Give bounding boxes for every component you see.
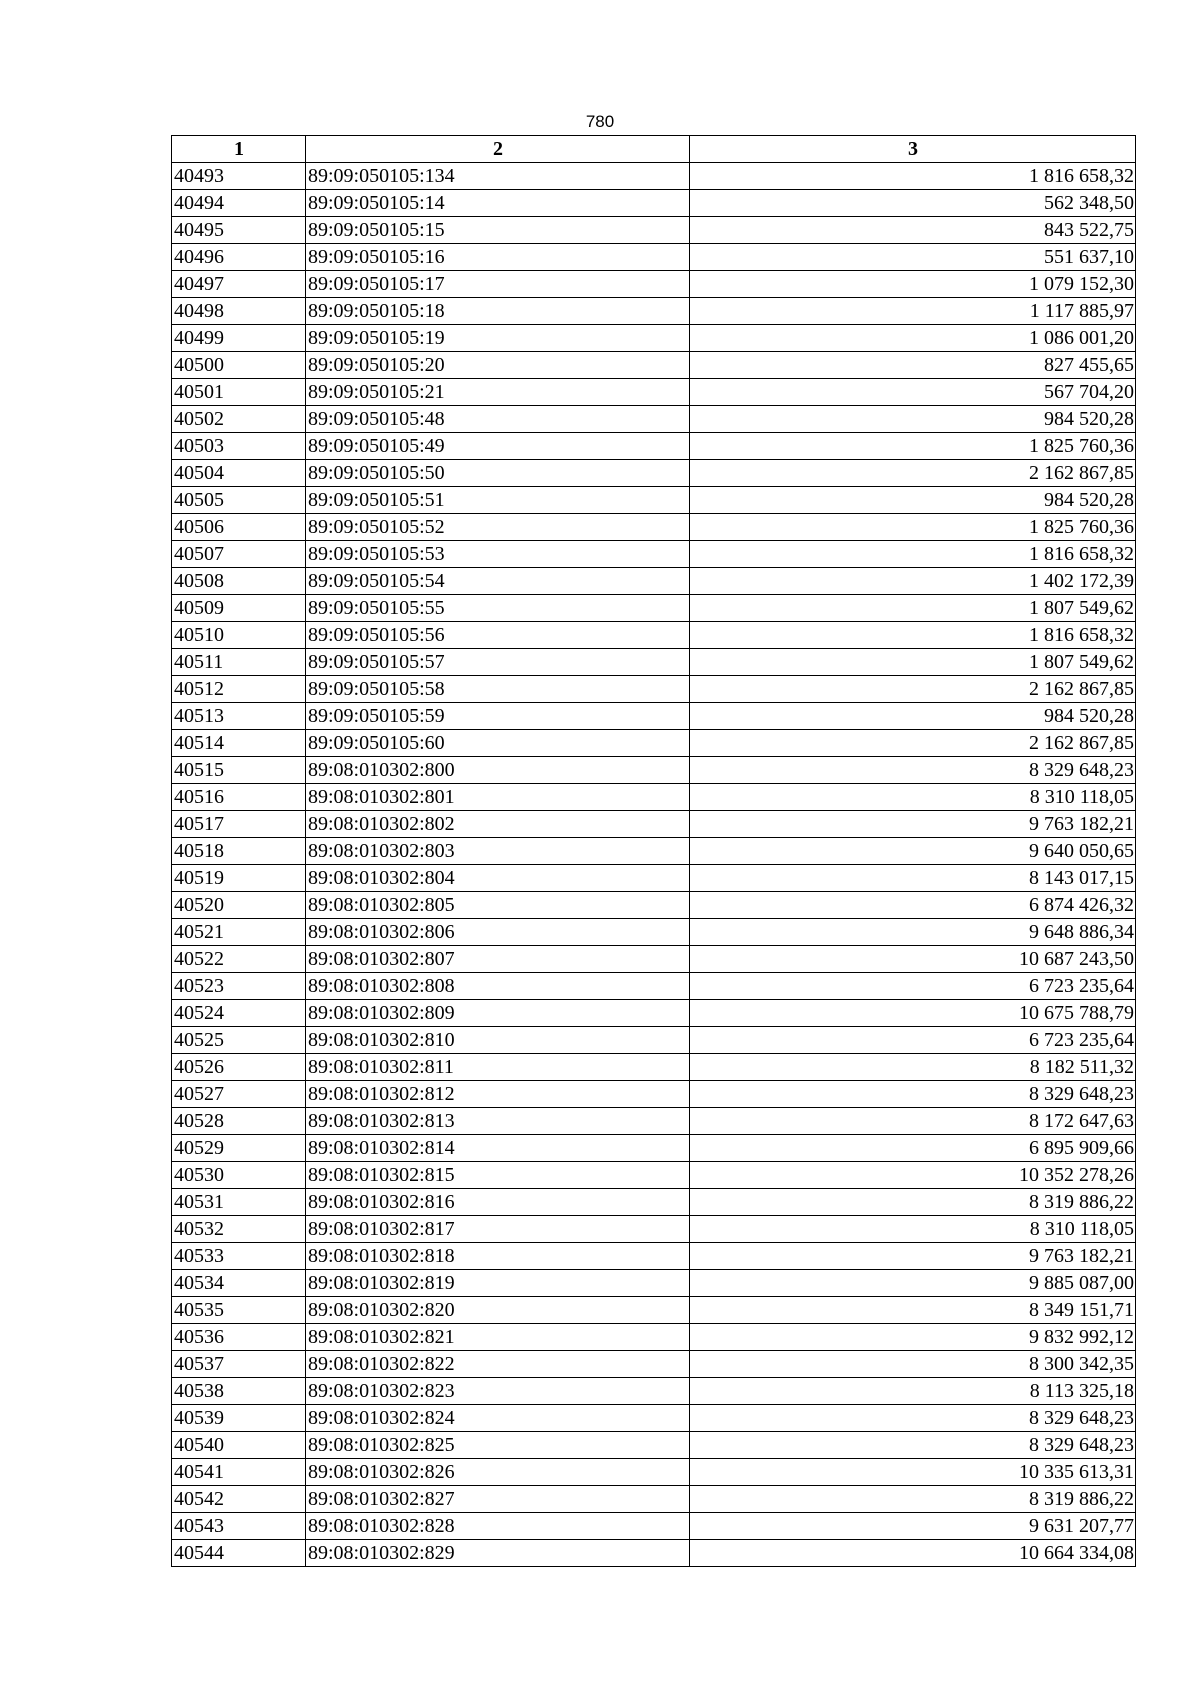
row-number-cell: 40517	[172, 811, 306, 838]
table-row	[172, 217, 1136, 244]
table-row	[172, 622, 1136, 649]
row-number-cell: 40525	[172, 1027, 306, 1054]
row-number-cell: 40494	[172, 190, 306, 217]
table-row	[172, 1459, 1136, 1486]
table-row	[172, 325, 1136, 352]
cadastral-number-cell: 89:09:050105:52	[306, 514, 690, 541]
cadastral-number-cell: 89:08:010302:809	[306, 1000, 690, 1027]
value-cell: 9 763 182,21	[690, 1243, 1136, 1270]
value-cell: 2 162 867,85	[690, 460, 1136, 487]
row-number-cell: 40538	[172, 1378, 306, 1405]
cadastral-number-cell: 89:08:010302:806	[306, 919, 690, 946]
cadastral-number-cell: 89:08:010302:808	[306, 973, 690, 1000]
row-number-cell: 40532	[172, 1216, 306, 1243]
row-number-cell: 40521	[172, 919, 306, 946]
row-number-cell: 40535	[172, 1297, 306, 1324]
page-number: 780	[585, 112, 615, 131]
table-row	[172, 649, 1136, 676]
cadastral-number-cell: 89:08:010302:827	[306, 1486, 690, 1513]
value-cell: 9 885 087,00	[690, 1270, 1136, 1297]
value-cell: 1 807 549,62	[690, 595, 1136, 622]
cadastral-number-cell: 89:08:010302:814	[306, 1135, 690, 1162]
row-number-cell: 40536	[172, 1324, 306, 1351]
row-number-cell: 40528	[172, 1108, 306, 1135]
value-cell: 10 352 278,26	[690, 1162, 1136, 1189]
value-cell: 1 402 172,39	[690, 568, 1136, 595]
value-cell: 8 172 647,63	[690, 1108, 1136, 1135]
row-number-cell: 40493	[172, 163, 306, 190]
table-row	[172, 298, 1136, 325]
row-number-cell: 40498	[172, 298, 306, 325]
cadastral-number-cell: 89:09:050105:15	[306, 217, 690, 244]
value-cell: 8 310 118,05	[690, 1216, 1136, 1243]
column-header-3: 3	[690, 136, 1136, 163]
cadastral-number-cell: 89:09:050105:50	[306, 460, 690, 487]
value-cell: 9 631 207,77	[690, 1513, 1136, 1540]
cadastral-number-cell: 89:08:010302:815	[306, 1162, 690, 1189]
cadastral-number-cell: 89:08:010302:807	[306, 946, 690, 973]
value-cell: 6 723 235,64	[690, 1027, 1136, 1054]
value-cell: 1 816 658,32	[690, 541, 1136, 568]
table-row	[172, 811, 1136, 838]
cadastral-number-cell: 89:09:050105:51	[306, 487, 690, 514]
row-number-cell: 40516	[172, 784, 306, 811]
cadastral-number-cell: 89:08:010302:821	[306, 1324, 690, 1351]
table-row	[172, 1486, 1136, 1513]
cadastral-number-cell: 89:09:050105:60	[306, 730, 690, 757]
value-cell: 8 329 648,23	[690, 1081, 1136, 1108]
table-row	[172, 514, 1136, 541]
table-row	[172, 703, 1136, 730]
cadastral-number-cell: 89:08:010302:800	[306, 757, 690, 784]
table-row	[172, 1108, 1136, 1135]
table-header-row	[172, 136, 1136, 163]
row-number-cell: 40537	[172, 1351, 306, 1378]
cadastral-number-cell: 89:09:050105:16	[306, 244, 690, 271]
row-number-cell: 40533	[172, 1243, 306, 1270]
table-row	[172, 1270, 1136, 1297]
table-row	[172, 433, 1136, 460]
table-row	[172, 1297, 1136, 1324]
value-cell: 1 825 760,36	[690, 433, 1136, 460]
row-number-cell: 40540	[172, 1432, 306, 1459]
value-cell: 6 895 909,66	[690, 1135, 1136, 1162]
value-cell: 8 329 648,23	[690, 757, 1136, 784]
cadastral-number-cell: 89:08:010302:826	[306, 1459, 690, 1486]
value-cell: 6 874 426,32	[690, 892, 1136, 919]
value-cell: 843 522,75	[690, 217, 1136, 244]
table-row	[172, 352, 1136, 379]
cadastral-number-cell: 89:08:010302:817	[306, 1216, 690, 1243]
cadastral-number-cell: 89:09:050105:56	[306, 622, 690, 649]
cadastral-number-cell: 89:08:010302:819	[306, 1270, 690, 1297]
table-row	[172, 757, 1136, 784]
table-row	[172, 865, 1136, 892]
row-number-cell: 40541	[172, 1459, 306, 1486]
cadastral-number-cell: 89:09:050105:134	[306, 163, 690, 190]
table-row	[172, 460, 1136, 487]
row-number-cell: 40511	[172, 649, 306, 676]
row-number-cell: 40534	[172, 1270, 306, 1297]
row-number-cell: 40519	[172, 865, 306, 892]
value-cell: 2 162 867,85	[690, 730, 1136, 757]
value-cell: 1 816 658,32	[690, 163, 1136, 190]
value-cell: 8 310 118,05	[690, 784, 1136, 811]
cadastral-number-cell: 89:09:050105:48	[306, 406, 690, 433]
table-row	[172, 1135, 1136, 1162]
column-header-2: 2	[306, 136, 690, 163]
table-row	[172, 1081, 1136, 1108]
value-cell: 8 329 648,23	[690, 1432, 1136, 1459]
cadastral-number-cell: 89:08:010302:820	[306, 1297, 690, 1324]
value-cell: 562 348,50	[690, 190, 1136, 217]
row-number-cell: 40539	[172, 1405, 306, 1432]
value-cell: 2 162 867,85	[690, 676, 1136, 703]
cadastral-number-cell: 89:08:010302:823	[306, 1378, 690, 1405]
row-number-cell: 40531	[172, 1189, 306, 1216]
row-number-cell: 40520	[172, 892, 306, 919]
table-row	[172, 1513, 1136, 1540]
row-number-cell: 40514	[172, 730, 306, 757]
value-cell: 1 825 760,36	[690, 514, 1136, 541]
value-cell: 827 455,65	[690, 352, 1136, 379]
value-cell: 8 319 886,22	[690, 1189, 1136, 1216]
table-row	[172, 973, 1136, 1000]
value-cell: 567 704,20	[690, 379, 1136, 406]
cadastral-number-cell: 89:09:050105:57	[306, 649, 690, 676]
row-number-cell: 40529	[172, 1135, 306, 1162]
value-cell: 9 832 992,12	[690, 1324, 1136, 1351]
row-number-cell: 40497	[172, 271, 306, 298]
table-row	[172, 406, 1136, 433]
row-number-cell: 40526	[172, 1054, 306, 1081]
row-number-cell: 40508	[172, 568, 306, 595]
cadastral-number-cell: 89:08:010302:801	[306, 784, 690, 811]
table-row	[172, 1189, 1136, 1216]
cadastral-number-cell: 89:08:010302:828	[306, 1513, 690, 1540]
table-row	[172, 379, 1136, 406]
table-row	[172, 541, 1136, 568]
cadastral-number-cell: 89:08:010302:825	[306, 1432, 690, 1459]
cadastral-number-cell: 89:09:050105:19	[306, 325, 690, 352]
table-row	[172, 163, 1136, 190]
row-number-cell: 40505	[172, 487, 306, 514]
table-row	[172, 190, 1136, 217]
row-number-cell: 40512	[172, 676, 306, 703]
cadastral-number-cell: 89:08:010302:811	[306, 1054, 690, 1081]
row-number-cell: 40510	[172, 622, 306, 649]
row-number-cell: 40504	[172, 460, 306, 487]
cadastral-number-cell: 89:08:010302:829	[306, 1540, 690, 1567]
registry-table	[171, 135, 1136, 1567]
value-cell: 8 182 511,32	[690, 1054, 1136, 1081]
value-cell: 8 319 886,22	[690, 1486, 1136, 1513]
row-number-cell: 40543	[172, 1513, 306, 1540]
row-number-cell: 40501	[172, 379, 306, 406]
row-number-cell: 40513	[172, 703, 306, 730]
row-number-cell: 40495	[172, 217, 306, 244]
cadastral-number-cell: 89:08:010302:816	[306, 1189, 690, 1216]
cadastral-number-cell: 89:09:050105:20	[306, 352, 690, 379]
table-row	[172, 892, 1136, 919]
row-number-cell: 40527	[172, 1081, 306, 1108]
value-cell: 9 640 050,65	[690, 838, 1136, 865]
value-cell: 1 117 885,97	[690, 298, 1136, 325]
value-cell: 6 723 235,64	[690, 973, 1136, 1000]
row-number-cell: 40542	[172, 1486, 306, 1513]
table-row	[172, 730, 1136, 757]
row-number-cell: 40523	[172, 973, 306, 1000]
table-row	[172, 1216, 1136, 1243]
value-cell: 984 520,28	[690, 703, 1136, 730]
table-row	[172, 1243, 1136, 1270]
row-number-cell: 40496	[172, 244, 306, 271]
row-number-cell: 40522	[172, 946, 306, 973]
cadastral-number-cell: 89:08:010302:813	[306, 1108, 690, 1135]
row-number-cell: 40502	[172, 406, 306, 433]
table-row	[172, 487, 1136, 514]
cadastral-number-cell: 89:08:010302:822	[306, 1351, 690, 1378]
cadastral-number-cell: 89:09:050105:58	[306, 676, 690, 703]
value-cell: 1 807 549,62	[690, 649, 1136, 676]
table-row	[172, 919, 1136, 946]
value-cell: 8 349 151,71	[690, 1297, 1136, 1324]
table-row	[172, 1540, 1136, 1567]
value-cell: 8 300 342,35	[690, 1351, 1136, 1378]
cadastral-number-cell: 89:08:010302:803	[306, 838, 690, 865]
table-row	[172, 1351, 1136, 1378]
value-cell: 1 079 152,30	[690, 271, 1136, 298]
table-row	[172, 271, 1136, 298]
cadastral-number-cell: 89:08:010302:805	[306, 892, 690, 919]
cadastral-number-cell: 89:08:010302:824	[306, 1405, 690, 1432]
value-cell: 9 648 886,34	[690, 919, 1136, 946]
value-cell: 10 675 788,79	[690, 1000, 1136, 1027]
cadastral-number-cell: 89:09:050105:54	[306, 568, 690, 595]
table-row	[172, 1054, 1136, 1081]
cadastral-number-cell: 89:08:010302:812	[306, 1081, 690, 1108]
table-row	[172, 784, 1136, 811]
row-number-cell: 40503	[172, 433, 306, 460]
cadastral-number-cell: 89:09:050105:59	[306, 703, 690, 730]
table-row	[172, 946, 1136, 973]
value-cell: 1 816 658,32	[690, 622, 1136, 649]
cadastral-number-cell: 89:08:010302:804	[306, 865, 690, 892]
cadastral-number-cell: 89:09:050105:18	[306, 298, 690, 325]
cadastral-number-cell: 89:08:010302:810	[306, 1027, 690, 1054]
cadastral-number-cell: 89:08:010302:802	[306, 811, 690, 838]
value-cell: 984 520,28	[690, 487, 1136, 514]
value-cell: 984 520,28	[690, 406, 1136, 433]
cadastral-number-cell: 89:09:050105:17	[306, 271, 690, 298]
cadastral-number-cell: 89:09:050105:53	[306, 541, 690, 568]
table-row	[172, 1000, 1136, 1027]
row-number-cell: 40499	[172, 325, 306, 352]
column-header-1: 1	[172, 136, 306, 163]
table-row	[172, 676, 1136, 703]
table-row	[172, 838, 1136, 865]
table-row	[172, 1405, 1136, 1432]
table-row	[172, 1027, 1136, 1054]
value-cell: 10 335 613,31	[690, 1459, 1136, 1486]
row-number-cell: 40507	[172, 541, 306, 568]
row-number-cell: 40515	[172, 757, 306, 784]
value-cell: 10 664 334,08	[690, 1540, 1136, 1567]
row-number-cell: 40524	[172, 1000, 306, 1027]
cadastral-number-cell: 89:09:050105:14	[306, 190, 690, 217]
row-number-cell: 40530	[172, 1162, 306, 1189]
cadastral-number-cell: 89:08:010302:818	[306, 1243, 690, 1270]
value-cell: 8 143 017,15	[690, 865, 1136, 892]
table-body	[172, 163, 1136, 1567]
value-cell: 1 086 001,20	[690, 325, 1136, 352]
table-row	[172, 595, 1136, 622]
cadastral-number-cell: 89:09:050105:55	[306, 595, 690, 622]
value-cell: 551 637,10	[690, 244, 1136, 271]
table-row	[172, 1432, 1136, 1459]
table-row	[172, 1378, 1136, 1405]
table-row	[172, 1324, 1136, 1351]
row-number-cell: 40518	[172, 838, 306, 865]
value-cell: 8 113 325,18	[690, 1378, 1136, 1405]
row-number-cell: 40506	[172, 514, 306, 541]
value-cell: 9 763 182,21	[690, 811, 1136, 838]
value-cell: 8 329 648,23	[690, 1405, 1136, 1432]
row-number-cell: 40500	[172, 352, 306, 379]
table-row	[172, 1162, 1136, 1189]
row-number-cell: 40544	[172, 1540, 306, 1567]
table-row	[172, 244, 1136, 271]
row-number-cell: 40509	[172, 595, 306, 622]
cadastral-number-cell: 89:09:050105:21	[306, 379, 690, 406]
table-row	[172, 568, 1136, 595]
value-cell: 10 687 243,50	[690, 946, 1136, 973]
cadastral-number-cell: 89:09:050105:49	[306, 433, 690, 460]
